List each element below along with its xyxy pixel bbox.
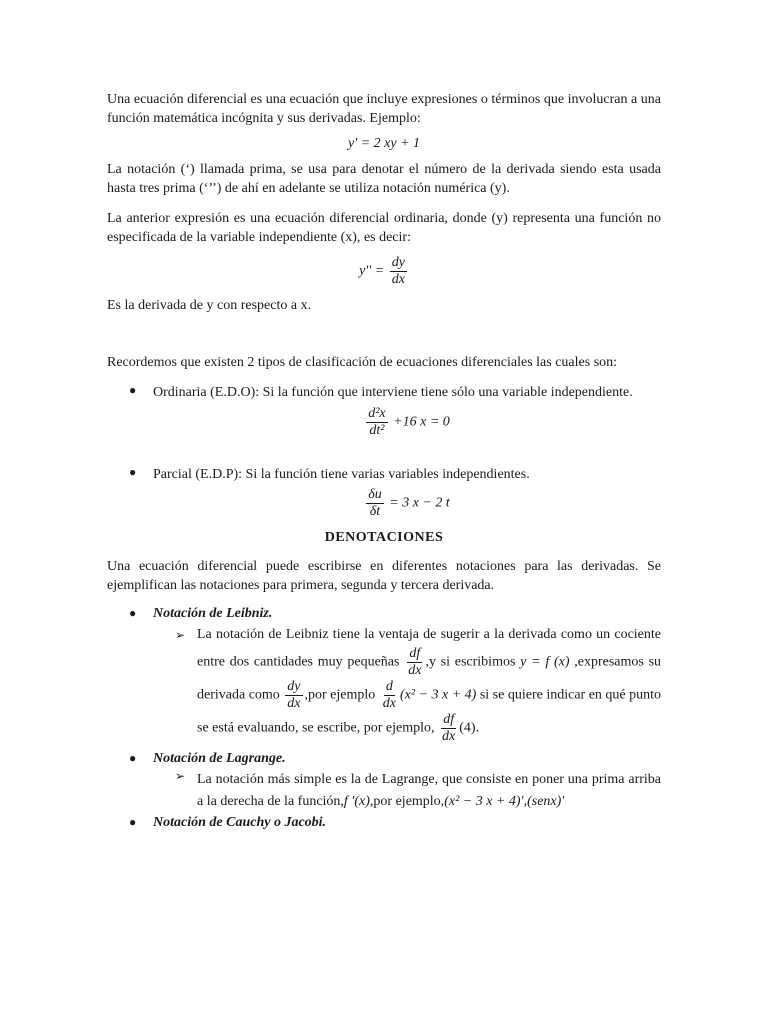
leibniz-text-a: La notación de Leibniz tiene la ventaja de sugerir a la derivada como un cociente entre dos cantidades muy pequeñas: [197, 627, 661, 670]
leibniz-text-d: ,por ejemplo: [304, 687, 376, 703]
bullet-icon: ●: [129, 815, 137, 829]
fraction-denominator: δt: [369, 504, 381, 519]
intro-paragraph: Una ecuación diferencial es una ecuación que incluye expresiones o términos que involucran a una función matemática incógnita y sus derivadas. Ejemplo:: [107, 92, 661, 126]
cauchy-title: Notación de Cauchy o Jacobi.: [153, 815, 327, 830]
fraction-numerator: dy: [287, 679, 301, 694]
bullet-icon: ●: [129, 383, 137, 397]
evaluation-point: (4).: [459, 720, 480, 736]
arrow-bullet-icon: ➢: [175, 769, 186, 783]
fraction-numerator: dy: [391, 255, 405, 270]
prime-notation-paragraph: La notación (‘) llamada prima, se usa para denotar el número de la derivada siendo esta usada hasta tres prima (‘’’) de ahí en adelante se utiliza notación numérica (y).: [107, 162, 661, 196]
lagrange-text-b: ,por ejemplo,: [369, 794, 445, 809]
derivative-explanation: Es la derivada de y con respecto a x.: [107, 298, 312, 313]
bullet-leibniz: [107, 606, 661, 622]
section-heading: DENOTACIONES: [324, 530, 444, 545]
bullet-cauchy: [107, 815, 661, 831]
leibniz-text-b: ,y si escribimos: [425, 654, 516, 670]
dy-dx-fraction: [285, 679, 302, 712]
leibniz-text-c: ,expresamos su derivada como: [197, 654, 662, 703]
lagrange-text-a: La notación más simple es la de Lagrange, que consiste en poner una prima arriba a la derecha de la función,: [197, 772, 661, 809]
df-dx-fraction: [440, 712, 457, 745]
fraction-denominator: dx: [382, 696, 396, 711]
pde-rhs: = 3 x − 2 t: [389, 495, 450, 511]
function-definition: y = f (x): [520, 654, 570, 670]
fraction-denominator: dx: [391, 272, 405, 287]
bullet-icon: ●: [129, 606, 137, 620]
polynomial-expression: (x² − 3 x + 4): [400, 687, 477, 703]
fraction-numerator: d: [385, 679, 393, 694]
d-dx-fraction: [381, 679, 398, 712]
du-dt-fraction: [366, 487, 384, 520]
lagrange-example-1: (x² − 3 x + 4)′: [444, 794, 524, 809]
fraction-numerator: df: [443, 712, 455, 727]
bullet-ordinary: [107, 383, 661, 402]
lagrange-example-2: ,(senx)′: [523, 794, 565, 809]
classification-paragraph: Recordemos que existen 2 tipos de clasificación de ecuaciones diferenciales las cuales son:: [107, 355, 618, 370]
derivative-lhs: y'' =: [359, 263, 385, 279]
leibniz-description: [107, 624, 661, 745]
bullet-icon: ●: [129, 751, 137, 765]
fraction-denominator: dt²: [369, 423, 385, 438]
leibniz-text-e: si se quiere indicar en qué punto se está evaluando, se escribe, por ejemplo,: [197, 687, 662, 736]
d2x-dt2-fraction: [366, 406, 387, 439]
notations-paragraph: Una ecuación diferencial puede escribirse en diferentes notaciones para las derivadas. Se ejemplifican las notaciones para primera, segunda y tercera derivada.: [107, 559, 661, 593]
bullet-partial: [107, 465, 661, 484]
arrow-bullet-icon: ➢: [175, 628, 186, 642]
equation-example: y' = 2 xy + 1: [347, 136, 421, 151]
fraction-denominator: dx: [408, 663, 422, 678]
fraction-denominator: dx: [287, 696, 301, 711]
fraction-denominator: dx: [442, 729, 456, 744]
ode-equation: [107, 406, 661, 439]
df-dx-fraction: [406, 646, 423, 679]
leibniz-title: Notación de Leibniz.: [153, 606, 273, 621]
dy-dx-fraction: [390, 255, 407, 288]
bullet-lagrange: [107, 751, 661, 767]
bullet-partial-text: Parcial (E.D.P): Si la función tiene varias variables independientes.: [153, 467, 530, 482]
lagrange-title: Notación de Lagrange.: [153, 751, 286, 766]
fraction-numerator: df: [409, 646, 421, 661]
lagrange-description: [107, 769, 661, 813]
f-prime-notation: f ′(x): [343, 794, 370, 809]
ordinary-paragraph: La anterior expresión es una ecuación diferencial ordinaria, donde (y) representa una función no especificada de la variable independiente (x), es decir:: [107, 211, 661, 245]
bullet-icon: ●: [129, 465, 137, 479]
fraction-numerator: δu: [368, 487, 382, 502]
ode-rhs: +16 x = 0: [393, 414, 450, 430]
pde-equation: [107, 487, 661, 520]
fraction-numerator: d²x: [368, 406, 386, 421]
document-page: [107, 90, 661, 831]
derivative-equation: [107, 255, 661, 288]
bullet-ordinary-text: Ordinaria (E.D.O): Si la función que interviene tiene sólo una variable independiente.: [153, 385, 633, 400]
